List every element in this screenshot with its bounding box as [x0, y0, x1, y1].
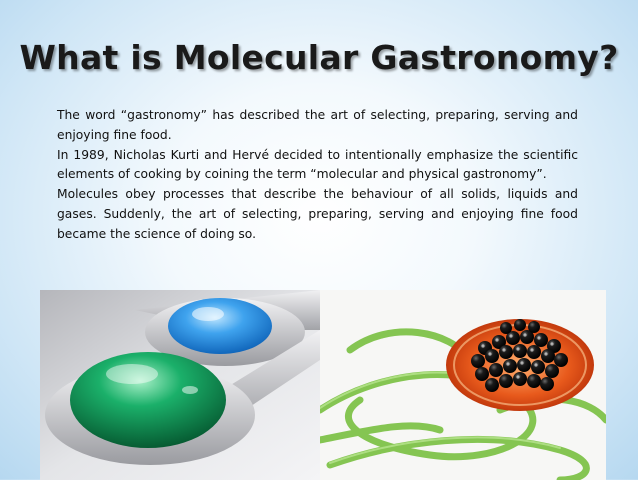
photo-strip	[40, 290, 606, 480]
paragraph-history: In 1989, Nicholas Kurti and Hervé decided to intentionally emphasize the scientific elements of cooking by coining the term “molecular and physical gastronomy”.	[57, 147, 578, 182]
spheres-on-spoons-photo	[40, 290, 320, 480]
paragraph-gastronomy: The word “gastronomy” has described the art of selecting, preparing, serving and enjoying fine food.	[57, 108, 578, 142]
slide-title: What is Molecular Gastronomy?	[19, 38, 619, 77]
paragraph-molecules: Molecules obey processes that describe the behaviour of all solids, liquids and gases. Suddenly, the art of selecting, preparing, serving and enjoying fine food became the science of doing so.	[57, 187, 578, 241]
body-text	[57, 106, 578, 245]
caviar-tomato-photo	[320, 290, 606, 480]
